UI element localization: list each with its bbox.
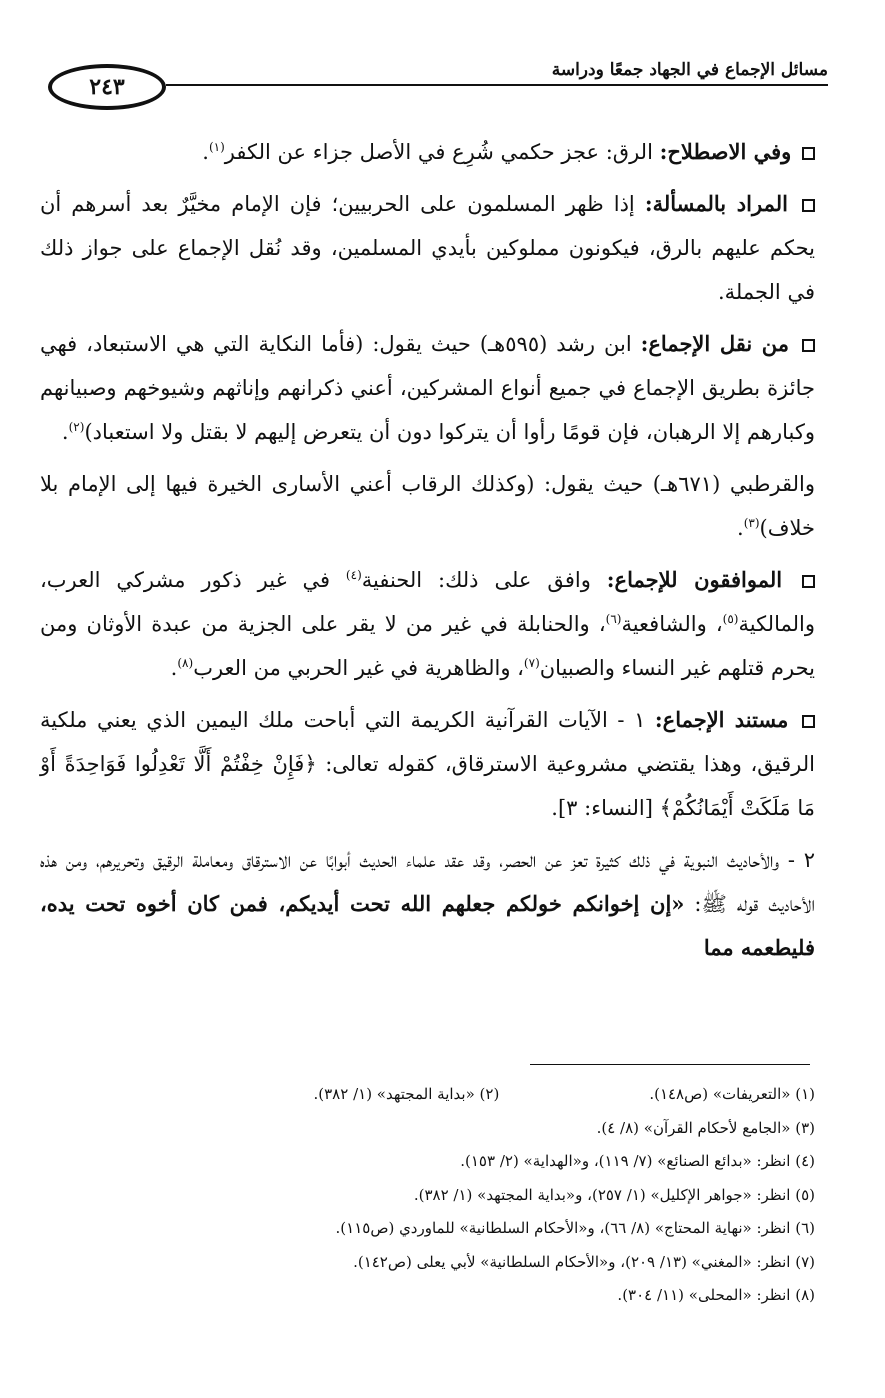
footnote-3: (٣) «الجامع لأحكام القرآن» (٨/ ٤). <box>596 1118 815 1137</box>
paragraph-text: الرق: عجز حكمي شُرِع في الأصل جزاء عن الكفر <box>224 140 653 164</box>
footnote-4: (٤) انظر: «بدائع الصنائع» (٧/ ١١٩)، و«الهداية» (٢/ ١٥٣). <box>460 1152 815 1170</box>
footnote-ref: (٢) <box>68 420 85 434</box>
paragraph-transmitters: من نقل الإجماع: ابن رشد (٥٩٥هـ) حيث يقول: (فأما النكاية التي هي الاستبعاد، فهي جائزة بطريق الإجماع في جميع أنواع المشركين، أعني ذكرانهم وإناثهم وشيوخهم وصبيانهم وكبارهم إلا الرهبان، فإن قومًا رأوا أن يتركوا دون أن يتعرض إليهم لا بقتل ولا استعباد)$^{(٢)}$. <box>40 331 815 444</box>
footnote-separator <box>530 1064 810 1065</box>
page-number: ٢٤٣ <box>89 74 125 100</box>
paragraph-qurtubi: والقرطبي (٦٧١هـ) حيث يقول: (وكذلك الرقاب أعني الأسارى الخيرة فيها إلى الإمام بلا خلاف)$^{(٣)}$. <box>40 472 815 540</box>
paragraph-hadith <box>40 838 815 970</box>
footnote-6: (٦) انظر: «نهاية المحتاج» (٨/ ٦٦)، و«الأحكام السلطانية» للماوردي (ص١١٥). <box>335 1219 815 1237</box>
paragraph-label: المراد بالمسألة: <box>644 191 788 216</box>
paragraph-label: الموافقون للإجماع: <box>606 567 783 592</box>
paragraph-definition: وفي الاصطلاح: الرق: عجز حكمي شُرِع في الأصل جزاء عن الكفر$^{(١)}$. <box>40 130 815 174</box>
checkbox-bullet-icon <box>802 339 815 352</box>
footnote-1: (١) «التعريفات» (ص١٤٨). <box>649 1085 815 1103</box>
paragraph-text: ١ - الآيات القرآنية الكريمة التي أباحت ملك اليمين الذي يعني ملكية الرقيق، وهذا يقتضي مشروعية الاسترقاق، كقوله تعالى: ﴿فَإِنْ خِفْتُمْ أَلَّا تَعْدِلُوا فَوَاحِدَةً أَوْ مَا مَلَكَتْ أَيْمَانُكُمْ﴾ [النساء: ٣]. <box>40 708 815 820</box>
footnote-ref: (٦) <box>605 612 622 626</box>
page-header <box>38 56 828 116</box>
checkbox-bullet-icon <box>802 199 815 212</box>
paragraph-agreeing: الموافقون للإجماع: وافق على ذلك: الحنفية$^{(٤)}$ في غير ذكور مشركي العرب، والمالكية$^{(٥)}$، والشافعية$^{(٦)}$، والحنابلة في غير من لا يقر على الجزية من عبدة الأوثان ومن يحرم قتلهم غير النساء والصبيان$^{(٧)}$، والظاهرية في غير الحربي من العرب$^{(٨)}$. <box>40 567 815 680</box>
footnote-ref: (٣) <box>743 516 760 530</box>
footnote-8: (٨) انظر: «المحلى» (١١/ ٣٠٤). <box>617 1286 815 1304</box>
footnotes <box>60 1078 815 1313</box>
paragraph-text: إذا ظهر المسلمون على الحربيين؛ فإن الإمام مخيَّرٌ بعد أسرهم أن يحكم عليهم بالرق، فيكونون مملوكين بأيدي المسلمين، وقد نُقل الإجماع على جواز ذلك في الجملة. <box>40 192 815 304</box>
footnote-ref: (٤) <box>345 568 362 582</box>
footnote-5: (٥) انظر: «جواهر الإكليل» (١/ ٢٥٧)، و«بداية المجتهد» (١/ ٣٨٢). <box>413 1185 815 1204</box>
paragraph-label: مستند الإجماع: <box>654 707 789 732</box>
footnote-ref: (١) <box>208 140 225 154</box>
paragraph-basis <box>40 698 815 830</box>
page-number-oval <box>48 64 166 110</box>
running-title: مسائل الإجماع في الجهاد جمعًا ودراسة <box>551 60 828 80</box>
footnote-ref: (٧) <box>523 656 540 670</box>
footnote-2: (٢) «بداية المجتهد» (١/ ٣٨٢). <box>313 1085 500 1103</box>
main-text <box>40 130 815 978</box>
checkbox-bullet-icon <box>802 715 815 728</box>
footnote-ref: (٥) <box>722 612 739 626</box>
hadith-quote: «إن إخوانكم خولكم جعلهم الله تحت أيديكم، فمن كان أخوه تحت يده، فليطعمه مما <box>40 891 815 960</box>
paragraph-text: ابن رشد (٥٩٥هـ) حيث يقول: (فأما النكاية التي هي الاستبعاد، فهي جائزة بطريق الإجماع في جميع أنواع المشركين، أعني ذكرانهم وإناثهم وشيوخهم وصبيانهم وكبارهم إلا الرهبان، فإن قومًا رأوا أن يتركوا دون أن يتعرض إليهم لا بقتل ولا استعباد) <box>40 332 815 444</box>
checkbox-bullet-icon <box>802 147 815 160</box>
paragraph-label: من نقل الإجماع: <box>640 331 790 356</box>
footnote-7: (٧) انظر: «المغني» (١٣/ ٢٠٩)، و«الأحكام السلطانية» لأبي يعلى (ص١٤٢). <box>353 1252 815 1271</box>
footnote-ref: (٨) <box>177 656 194 670</box>
checkbox-bullet-icon <box>802 575 815 588</box>
header-rule <box>166 84 828 86</box>
paragraph-text: والقرطبي (٦٧١هـ) حيث يقول: (وكذلك الرقاب أعني الأسارى الخيرة فيها إلى الإمام بلا خلاف) <box>40 472 815 540</box>
paragraph-label: وفي الاصطلاح: <box>659 139 792 164</box>
paragraph-text: ٢ - والأحاديث النبوية في ذلك كثيرة تعز عن الحصر، وقد عقد علماء الحديث أبوابًا عن الاسترقاق ومعاملة الرقيق وتحريرهم، ومن هذه الأحاديث قوله ﷺ: <box>40 848 815 916</box>
paragraph-issue <box>40 182 815 314</box>
